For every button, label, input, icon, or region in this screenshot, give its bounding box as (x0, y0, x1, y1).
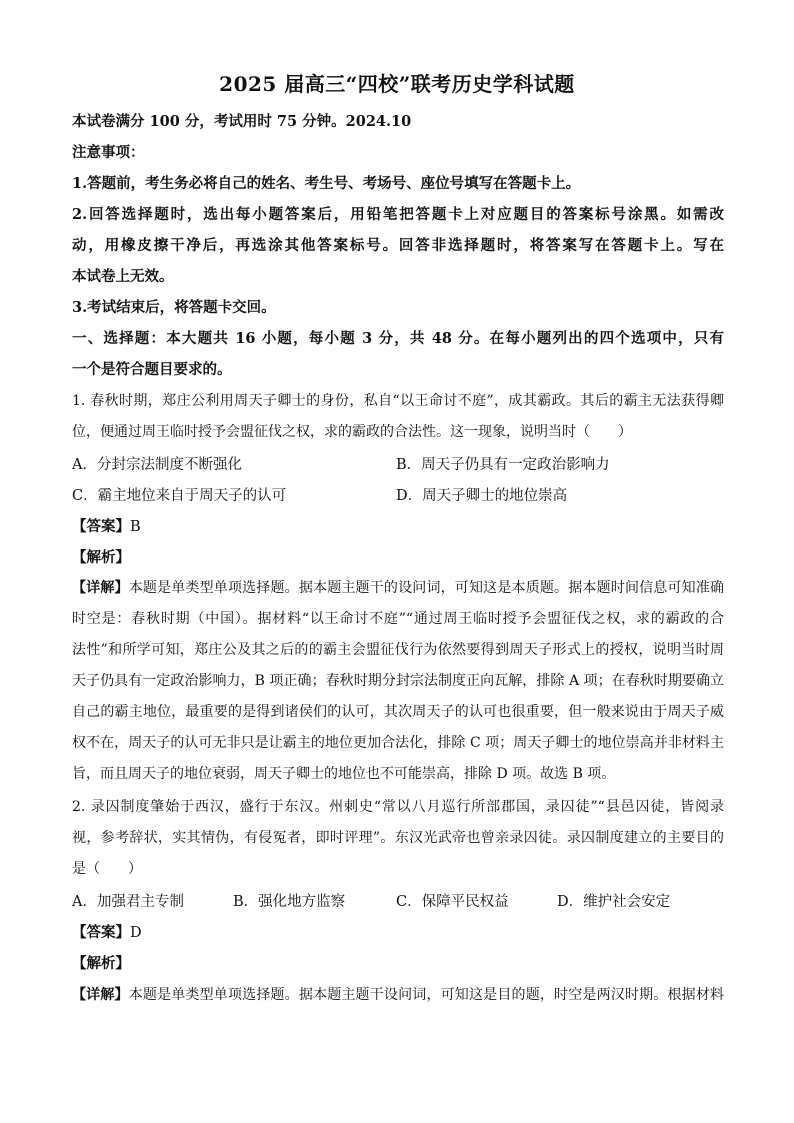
q2-stem-line-3: 是（ ） (72, 861, 142, 877)
q2-analysis-tag: 【解析】 (72, 955, 130, 972)
note-item-2-line-3: 本试卷上无效。 (72, 268, 174, 285)
q2-answer-value: D (130, 925, 142, 941)
q1-option-d: D．周天子卿士的地位崇高 (396, 488, 568, 504)
q2-option-a: A．加强君主专制 (72, 894, 184, 910)
note-item-1: 1.答题前，考生务必将自己的姓名、考生号、考场号、座位号填写在答题卡上。 (72, 175, 581, 192)
q2-option-b: B．强化地方监察 (233, 894, 346, 910)
q1-detail-line-1 (72, 577, 724, 597)
section-heading-line-1: 一、选择题：本大题共 16 小题，每小题 3 分，共 48 分。在每小题列出的四个选项中，只有 (72, 330, 724, 347)
note-item-2-line-1: 2.回答选择题时，选出每小题答案后，用铅笔把答题卡上对应题目的答案标号涂黑。如需改 (72, 206, 724, 223)
q1-detail-line-5: 自己的霸主地位，最重要的是得到诸侯们的认可，其次周天子的认可也很重要，但一般来说由于周天子威 (72, 704, 724, 720)
q2-answer (72, 921, 724, 942)
q2-detail-tag: 【详解】 (72, 987, 129, 1003)
q1-analysis-tag: 【解析】 (72, 549, 130, 566)
q2-stem-line-1: 2. 录囚制度肇始于西汉，盛行于东汉。州刺史“常以八月巡行所部郡国，录囚徒”“县邑囚徒，皆阅录 (72, 799, 724, 815)
q1-detail-line-3: 法性”和所学可知，郑庄公及其之后的的霸主会盟征伐行为依然要得到周天子形式上的授权，说明当时周 (72, 642, 724, 658)
q1-detail-line-6: 权不在，周天子的认可无非只是让霸主的地位更加合法化，排除 C 项；周天子卿士的地位崇高并非材料主 (72, 735, 724, 751)
q2-stem-line-2: 视，参考辞状，实其情伪，有侵冤者，即时评理”。东汉光武帝也曾亲录囚徒。录囚制度建立的主要目的 (72, 830, 724, 846)
q1-detail-tag: 【详解】 (72, 580, 129, 596)
q2-detail-line-1 (72, 984, 724, 1004)
exam-meta: 本试卷满分 100 分，考试用时 75 分钟。2024.10 (72, 113, 412, 130)
note-item-2-line-2: 动，用橡皮擦干净后，再选涂其他答案标号。回答非选择题时，将答案写在答题卡上。写在 (72, 237, 724, 254)
q1-stem-line-2: 位，便通过周王临时授予会盟征伐之权，求的霸政的合法性。这一现象，说明当时（ ） (72, 424, 632, 440)
section-heading-line-2: 一个是符合题目要求的。 (72, 361, 232, 378)
q1-answer-value: B (130, 519, 141, 535)
notes-heading: 注意事项： (72, 144, 145, 161)
q1-option-b: B．周天子仍具有一定政治影响力 (396, 457, 610, 473)
q1-option-a: A．分封宗法制度不断强化 (72, 457, 242, 473)
q2-answer-tag: 【答案】 (72, 924, 130, 941)
q1-detail-line-7: 旨，而且周天子的地位衰弱，周天子卿士的地位也不可能崇高，排除 D 项。故选 B 项。 (72, 766, 616, 782)
q1-option-c: C．霸主地位来自于周天子的认可 (72, 488, 287, 504)
q2-option-d: D．维护社会安定 (557, 894, 671, 910)
q1-detail-line-4: 天子仍具有一定政治影响力，B 项正确；春秋时期分封宗法制度正向瓦解，排除 A 项；在春秋时期要确立 (72, 673, 724, 689)
q1-answer-tag: 【答案】 (72, 518, 130, 535)
q1-answer (72, 515, 724, 536)
q2-detail-text-1: 本题是单类型单项选择题。据本题主题干设问词，可知这是目的题，时空是两汉时期。根据材料 (128, 987, 724, 1003)
q1-detail-text-1: 本题是单类型单项选择题。据本题主题干的设问词，可知这是本质题。据本题时间信息可知准确 (128, 580, 724, 596)
page-title: 2025 届高三“四校”联考历史学科试题 (219, 72, 575, 96)
q2-option-c: C．保障平民权益 (396, 894, 509, 910)
q1-stem-line-1: 1. 春秋时期，郑庄公利用周天子卿士的身份，私自“以王命讨不庭”，成其霸政。其后的霸主无法获得卿 (72, 393, 724, 409)
note-item-3: 3.考试结束后，将答题卡交回。 (72, 299, 276, 316)
q1-detail-line-2: 时空是：春秋时期（中国）。据材料“以王命讨不庭”“通过周王临时授予会盟征伐之权，求的霸政的合 (72, 611, 724, 627)
